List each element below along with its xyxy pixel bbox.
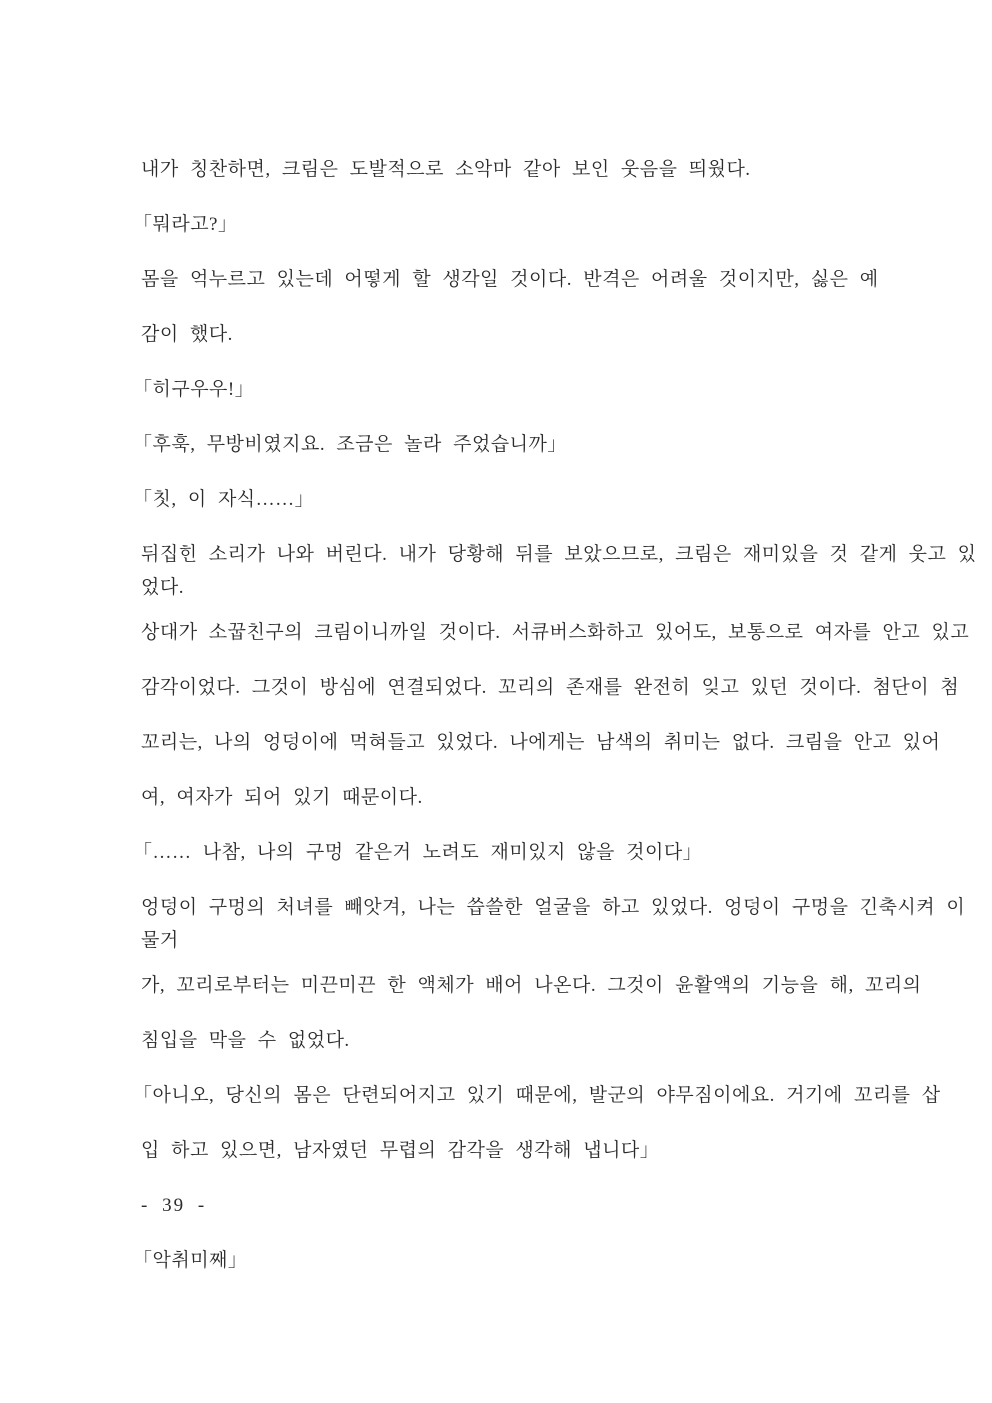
text-line-quote: 「뭐라고?」 (133, 214, 238, 235)
page-number: - 39 - (141, 1195, 207, 1216)
text-line-quote: 「칫, 이 자식……」 (133, 489, 315, 510)
text-line: 상대가 소꿉친구의 크림이니까일 것이다. 서큐버스화하고 있어도, 보통으로 여자를 안고 있고 (141, 622, 970, 643)
page-content (133, 153, 977, 1277)
text-line-quote: 「…… 나참, 나의 구멍 같은거 노려도 재미있지 않을 것이다」 (133, 842, 703, 863)
text-line-quote: 「아니오, 당신의 몸은 단련되어지고 있기 때문에, 발군의 야무짐이에요. 거기에 꼬리를 삽 (133, 1085, 941, 1106)
text-line: 입 하고 있으면, 남자였던 무렵의 감각을 생각해 냅니다」 (141, 1140, 660, 1161)
text-line: 가, 꼬리로부터는 미끈미끈 한 액체가 배어 나온다. 그것이 윤활액의 기능을 해, 꼬리의 (141, 975, 922, 996)
text-line: 물거 (141, 930, 179, 951)
text-line: 여, 여자가 되어 있기 때문이다. (141, 787, 423, 808)
text-line: 었다. (141, 577, 184, 598)
text-line: 침입을 막을 수 없었다. (141, 1030, 350, 1051)
text-line-quote: 「후훅, 무방비였지요. 조금은 놀라 주었습니까」 (133, 434, 567, 455)
text-line: 감이 했다. (141, 324, 233, 345)
text-line: 감각이었다. 그것이 방심에 연결되었다. 꼬리의 존재를 완전히 잊고 있던 것이다. 첨단이 첨 (141, 677, 960, 698)
text-line: 꼬리는, 나의 엉덩이에 먹혀들고 있었다. 나에게는 남색의 취미는 없다. 크림을 안고 있어 (141, 732, 941, 753)
text-line: 몸을 억누르고 있는데 어떻게 할 생각일 것이다. 반격은 어려울 것이지만, 싫은 예 (141, 269, 879, 290)
text-line-quote: 「히구우우!」 (133, 379, 255, 400)
text-line-quote: 「악취미째」 (133, 1250, 248, 1271)
text-line: 엉덩이 구멍의 처녀를 빼앗겨, 나는 씁쓸한 얼굴을 하고 있었다. 엉덩이 구멍을 긴축시켜 이 (141, 897, 966, 918)
text-line: 내가 칭찬하면, 크림은 도발적으로 소악마 같아 보인 웃음을 띄웠다. (141, 159, 751, 180)
text-line: 뒤집힌 소리가 나와 버린다. 내가 당황해 뒤를 보았으므로, 크림은 재미있을 것 같게 웃고 있 (141, 544, 977, 565)
